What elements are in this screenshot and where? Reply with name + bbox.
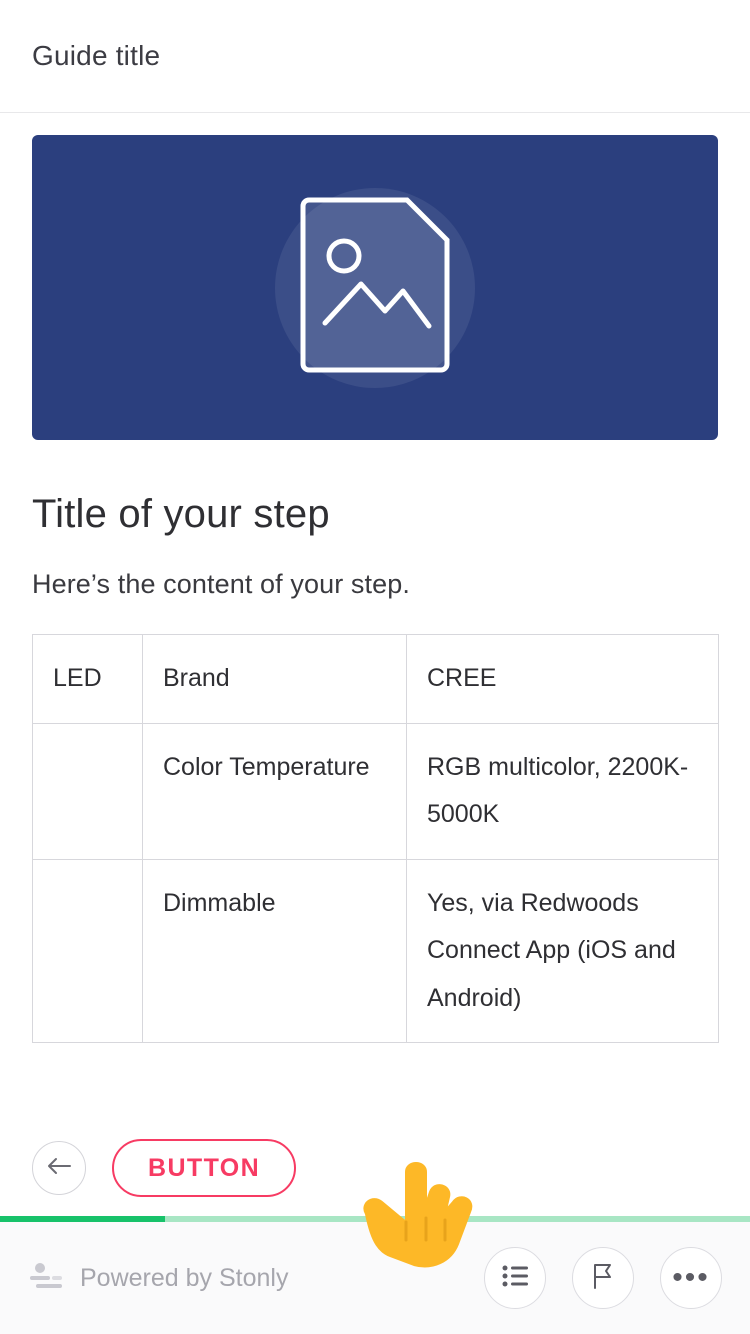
brand-credit <box>28 1261 288 1296</box>
table-cell-label <box>33 723 143 859</box>
stonly-logo-icon <box>28 1261 66 1296</box>
table-cell-label <box>33 859 143 1043</box>
table-cell-property: Color Temperature <box>143 723 407 859</box>
header <box>0 0 750 113</box>
step-title: Title of your step <box>32 492 330 536</box>
brand-label: Powered by Stonly <box>80 1263 289 1292</box>
table-row <box>33 635 719 724</box>
footer <box>0 1222 750 1334</box>
table-cell-value: RGB multicolor, 2200K-5000K <box>407 723 719 859</box>
table-row <box>33 723 719 859</box>
table-cell-value: CREE <box>407 635 719 724</box>
cta-button[interactable]: BUTTON <box>112 1139 296 1197</box>
table-cell-value: Yes, via Redwoods Connect App (iOS and Android) <box>407 859 719 1043</box>
image-placeholder-icon <box>299 196 451 379</box>
back-button[interactable] <box>32 1141 86 1195</box>
table-cell-property: Dimmable <box>143 859 407 1043</box>
footer-actions <box>484 1247 722 1309</box>
table-cell-property: Brand <box>143 635 407 724</box>
table-row <box>33 859 719 1043</box>
flag-icon <box>591 1263 615 1294</box>
flag-button[interactable] <box>572 1247 634 1309</box>
step-controls <box>0 1118 750 1218</box>
more-button[interactable] <box>660 1247 722 1309</box>
list-icon <box>501 1264 529 1293</box>
step-body: Here’s the content of your step. <box>32 569 410 599</box>
spec-table <box>32 634 719 1043</box>
hero-image-placeholder <box>32 135 718 440</box>
table-cell-label: LED <box>33 635 143 724</box>
list-button[interactable] <box>484 1247 546 1309</box>
more-icon: ••• <box>672 1261 710 1294</box>
page-title: Guide title <box>32 40 161 71</box>
arrow-left-icon <box>46 1154 72 1182</box>
